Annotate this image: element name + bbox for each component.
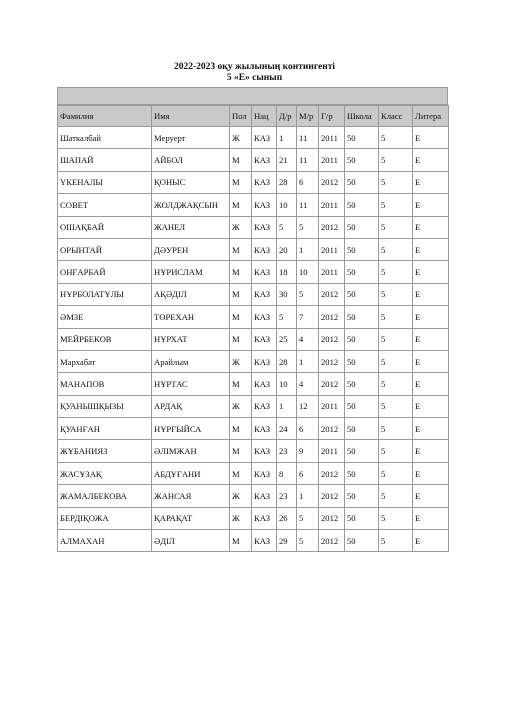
cell-school: 50 [345,306,379,328]
cell-class: 5 [379,485,413,507]
cell-birth-day: 5 [277,306,297,328]
cell-birth-year: 2012 [319,530,345,552]
table-row [58,507,449,529]
cell-birth-day: 10 [277,373,297,395]
cell-school: 50 [345,127,379,149]
cell-birth-day: 28 [277,350,297,372]
cell-gender: М [230,418,252,440]
cell-name: АРДАҚ [152,395,230,417]
cell-surname: ЖҰБАНИЯЗ [58,440,152,462]
cell-school: 50 [345,238,379,260]
cell-nationality: КАЗ [252,507,277,529]
cell-birth-year: 2011 [319,149,345,171]
cell-birth-year: 2012 [319,485,345,507]
cell-class: 5 [379,373,413,395]
cell-birth-month: 1 [297,350,319,372]
cell-class: 5 [379,530,413,552]
cell-birth-year: 2011 [319,238,345,260]
cell-name: Арайлым [152,350,230,372]
cell-surname: МЕЙРБЕКОВ [58,328,152,350]
cell-nationality: КАЗ [252,149,277,171]
cell-school: 50 [345,462,379,484]
column-header-nationality: Нац [252,106,277,127]
table-row [58,395,449,417]
cell-nationality: КАЗ [252,530,277,552]
cell-nationality: КАЗ [252,462,277,484]
cell-name: ДӘУРЕН [152,238,230,260]
cell-school: 50 [345,485,379,507]
cell-letter: Е [413,306,449,328]
cell-birth-day: 10 [277,194,297,216]
cell-name: ЖАНСАЯ [152,485,230,507]
cell-nationality: КАЗ [252,485,277,507]
cell-name: АБДҰҒАНИ [152,462,230,484]
cell-nationality: КАЗ [252,373,277,395]
cell-surname: Мархабат [58,350,152,372]
cell-gender: Ж [230,507,252,529]
cell-class: 5 [379,328,413,350]
cell-name: АҚӘДІЛ [152,283,230,305]
cell-birth-month: 11 [297,194,319,216]
cell-gender: М [230,194,252,216]
cell-school: 50 [345,149,379,171]
cell-class: 5 [379,261,413,283]
cell-surname: Шаткалбай [58,127,152,149]
column-header-birth-year: Г/р [319,106,345,127]
cell-surname: БЕРДІҚОЖА [58,507,152,529]
cell-nationality: КАЗ [252,306,277,328]
cell-school: 50 [345,530,379,552]
cell-letter: Е [413,194,449,216]
cell-letter: Е [413,373,449,395]
column-header-school: Школа [345,106,379,127]
cell-name: ҚОНЫС [152,171,230,193]
cell-birth-month: 5 [297,530,319,552]
cell-nationality: КАЗ [252,350,277,372]
cell-school: 50 [345,507,379,529]
column-header-class: Класс [379,106,413,127]
cell-birth-year: 2012 [319,306,345,328]
column-header-gender: Пол [230,106,252,127]
column-header-surname: Фамилия [58,106,152,127]
cell-birth-month: 10 [297,261,319,283]
cell-school: 50 [345,283,379,305]
cell-nationality: КАЗ [252,216,277,238]
cell-class: 5 [379,507,413,529]
table-row [58,194,449,216]
cell-letter: Е [413,507,449,529]
cell-name: ТӨРЕХАН [152,306,230,328]
cell-nationality: КАЗ [252,328,277,350]
cell-letter: Е [413,261,449,283]
cell-birth-month: 1 [297,485,319,507]
cell-gender: М [230,328,252,350]
cell-surname: ҚУАНЫШҚЫЗЫ [58,395,152,417]
cell-birth-year: 2011 [319,194,345,216]
table-row [58,440,449,462]
cell-gender: Ж [230,350,252,372]
cell-gender: М [230,306,252,328]
cell-letter: Е [413,485,449,507]
cell-school: 50 [345,328,379,350]
cell-name: НҰРТАС [152,373,230,395]
cell-gender: М [230,149,252,171]
cell-name: НҰРХАТ [152,328,230,350]
cell-birth-day: 24 [277,418,297,440]
cell-birth-day: 23 [277,485,297,507]
column-header-birth-month: М/р [297,106,319,127]
cell-birth-day: 1 [277,127,297,149]
cell-surname: ОШАҚБАЙ [58,216,152,238]
cell-birth-year: 2011 [319,395,345,417]
cell-birth-month: 1 [297,238,319,260]
cell-class: 5 [379,306,413,328]
cell-name: ЖАНЕЛ [152,216,230,238]
cell-birth-month: 9 [297,440,319,462]
cell-surname: ЖАСҰЗАҚ [58,462,152,484]
cell-name: ӘДІЛ [152,530,230,552]
cell-school: 50 [345,216,379,238]
cell-school: 50 [345,194,379,216]
cell-surname: ЖАМАЛБЕКОВА [58,485,152,507]
cell-class: 5 [379,395,413,417]
cell-letter: Е [413,350,449,372]
cell-birth-year: 2012 [319,350,345,372]
cell-birth-year: 2012 [319,171,345,193]
cell-letter: Е [413,216,449,238]
cell-class: 5 [379,216,413,238]
cell-nationality: КАЗ [252,171,277,193]
cell-birth-month: 4 [297,373,319,395]
cell-letter: Е [413,462,449,484]
table-row [58,238,449,260]
cell-school: 50 [345,440,379,462]
cell-birth-day: 23 [277,440,297,462]
cell-nationality: КАЗ [252,127,277,149]
cell-name: НҰРҒЫЙСА [152,418,230,440]
cell-nationality: КАЗ [252,194,277,216]
cell-name: ЖОЛДЖАҚСЫН [152,194,230,216]
cell-birth-year: 2012 [319,373,345,395]
cell-birth-month: 5 [297,216,319,238]
cell-surname: ҮКЕНАЛЫ [58,171,152,193]
cell-birth-day: 1 [277,395,297,417]
table-row [58,418,449,440]
cell-birth-year: 2012 [319,418,345,440]
cell-gender: Ж [230,216,252,238]
cell-birth-day: 30 [277,283,297,305]
cell-surname: СОВЕТ [58,194,152,216]
table-row [58,462,449,484]
table-row [58,306,449,328]
cell-school: 50 [345,373,379,395]
cell-birth-month: 5 [297,283,319,305]
cell-nationality: КАЗ [252,395,277,417]
table-body [58,127,449,552]
cell-nationality: КАЗ [252,238,277,260]
table-row [58,127,449,149]
cell-letter: Е [413,530,449,552]
header-row [58,106,449,127]
cell-surname: МАНАПОВ [58,373,152,395]
table-row [58,216,449,238]
cell-surname: НҰРБОЛАТҰЛЫ [58,283,152,305]
cell-gender: М [230,238,252,260]
class-subtitle: 5 «Е» сынып [226,73,283,83]
table-row [58,171,449,193]
cell-birth-day: 26 [277,507,297,529]
cell-nationality: КАЗ [252,261,277,283]
cell-birth-year: 2012 [319,216,345,238]
cell-surname: АЛМАХАН [58,530,152,552]
document-title: 2022-2023 оқу жылының контингенті [173,62,336,72]
cell-nationality: КАЗ [252,418,277,440]
cell-letter: Е [413,149,449,171]
cell-birth-month: 11 [297,149,319,171]
cell-gender: Ж [230,395,252,417]
cell-birth-month: 5 [297,507,319,529]
cell-birth-day: 25 [277,328,297,350]
cell-birth-year: 2011 [319,261,345,283]
cell-gender: М [230,283,252,305]
table-header-band [57,87,448,105]
cell-gender: М [230,462,252,484]
cell-birth-year: 2012 [319,462,345,484]
cell-school: 50 [345,418,379,440]
students-table [57,105,449,552]
cell-birth-month: 6 [297,462,319,484]
cell-class: 5 [379,127,413,149]
cell-class: 5 [379,283,413,305]
table-row [58,149,449,171]
cell-birth-year: 2012 [319,507,345,529]
cell-class: 5 [379,462,413,484]
table-row [58,530,449,552]
cell-surname: ҚУАНҒАН [58,418,152,440]
cell-birth-day: 8 [277,462,297,484]
cell-letter: Е [413,395,449,417]
table-row [58,485,449,507]
cell-letter: Е [413,171,449,193]
cell-name: ӘЛІМЖАН [152,440,230,462]
table-row [58,261,449,283]
cell-nationality: КАЗ [252,283,277,305]
cell-birth-year: 2011 [319,440,345,462]
cell-letter: Е [413,283,449,305]
cell-letter: Е [413,127,449,149]
cell-gender: Ж [230,485,252,507]
cell-birth-day: 5 [277,216,297,238]
cell-birth-month: 6 [297,171,319,193]
cell-gender: М [230,373,252,395]
cell-gender: Ж [230,127,252,149]
cell-birth-month: 7 [297,306,319,328]
cell-name: НҰРИСЛАМ [152,261,230,283]
cell-class: 5 [379,238,413,260]
table-row [58,328,449,350]
cell-letter: Е [413,440,449,462]
column-header-letter: Литера [413,106,449,127]
cell-gender: М [230,530,252,552]
cell-surname: ОНҒАРБАЙ [58,261,152,283]
cell-letter: Е [413,328,449,350]
cell-birth-year: 2012 [319,283,345,305]
cell-class: 5 [379,149,413,171]
cell-name: ҚАРАҚАТ [152,507,230,529]
cell-birth-day: 20 [277,238,297,260]
cell-surname: ӘМЗЕ [58,306,152,328]
cell-surname: ШАПАЙ [58,149,152,171]
column-header-name: Имя [152,106,230,127]
cell-class: 5 [379,440,413,462]
cell-birth-day: 28 [277,171,297,193]
cell-birth-day: 18 [277,261,297,283]
cell-surname: ОРЫНТАЙ [58,238,152,260]
cell-birth-month: 12 [297,395,319,417]
cell-gender: М [230,261,252,283]
cell-birth-year: 2011 [319,127,345,149]
cell-class: 5 [379,350,413,372]
cell-class: 5 [379,418,413,440]
cell-nationality: КАЗ [252,440,277,462]
cell-gender: М [230,171,252,193]
cell-birth-day: 29 [277,530,297,552]
table-row [58,350,449,372]
table-row [58,283,449,305]
cell-school: 50 [345,261,379,283]
cell-letter: Е [413,238,449,260]
cell-class: 5 [379,171,413,193]
cell-letter: Е [413,418,449,440]
cell-birth-month: 4 [297,328,319,350]
cell-school: 50 [345,395,379,417]
column-header-birth-day: Д/р [277,106,297,127]
cell-birth-year: 2012 [319,328,345,350]
cell-name: Меруерт [152,127,230,149]
table-header [58,106,449,127]
cell-class: 5 [379,194,413,216]
table-row [58,373,449,395]
cell-birth-month: 6 [297,418,319,440]
cell-school: 50 [345,350,379,372]
cell-birth-month: 11 [297,127,319,149]
cell-gender: М [230,440,252,462]
cell-name: АЙБОЛ [152,149,230,171]
cell-school: 50 [345,171,379,193]
cell-birth-day: 21 [277,149,297,171]
